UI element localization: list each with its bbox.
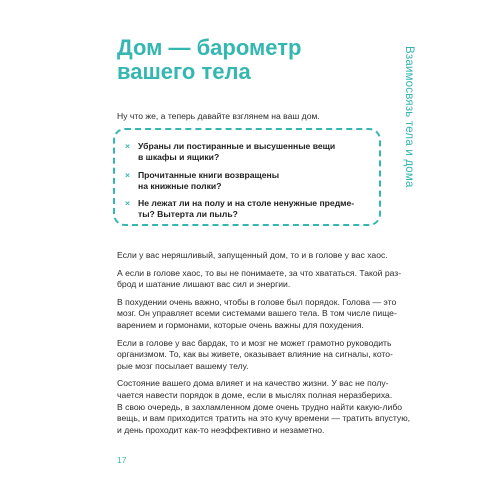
cross-icon: × <box>125 198 131 208</box>
chapter-side-label: Взаимосвязь тела и дома <box>403 46 415 188</box>
paragraph <box>117 267 402 291</box>
paragraph-line: мозг. Он управляет всеми системами вашего тела. В том числе пище- <box>117 308 397 319</box>
paragraph <box>117 250 397 262</box>
paragraph-line: рые мозг посылает вашему телу. <box>117 360 249 371</box>
question-line: на книжные полки? <box>138 181 222 191</box>
page-title <box>117 36 301 84</box>
paragraph-line: А если в голове хаос, то вы не понимаете, за что хвататься. Такой раз- <box>117 267 402 278</box>
paragraph-line: варением и гормонами, которые очень важны для похудения. <box>117 319 364 330</box>
paragraph-line: организмом. То, как вы живете, оказывает влияние на сигналы, кото- <box>117 349 393 360</box>
paragraph <box>117 378 411 436</box>
paragraph-line: брод и шатание лишают вас сил и энергии. <box>117 279 291 290</box>
question-line: Не лежат ли на полу и на столе ненужные предме- <box>138 198 355 208</box>
question-line: в шкафы и ящики? <box>138 152 220 162</box>
question-item <box>125 170 279 192</box>
paragraph-line: и день проходит как-то неэффективно и незаметно. <box>117 424 325 435</box>
paragraph-line: Состояние вашего дома влияет и на качество жизни. У вас не полу- <box>117 378 389 389</box>
question-line: ты? Вытерта ли пыль? <box>138 209 238 219</box>
question-box <box>113 128 381 226</box>
paragraph-line: Если в голове у вас бардак, то и мозг не может грамотно руководить <box>117 337 392 348</box>
intro-text: Ну что же, а теперь давайте взглянем на ваш дом. <box>117 111 320 121</box>
question-item <box>125 141 335 163</box>
page-number: 17 <box>117 455 127 465</box>
question-line: Прочитанные книги возвращены <box>138 170 280 180</box>
cross-icon: × <box>125 141 131 151</box>
cross-icon: × <box>125 170 131 180</box>
paragraph-line: В похудении очень важно, чтобы в голове был порядок. Голова — это <box>117 296 397 307</box>
body-text <box>117 250 411 442</box>
paragraph-line: Если у вас неряшливый, запущенный дом, то и в голове у вас хаос. <box>117 250 388 260</box>
paragraph-line: чается навести порядок в доме, если в мыслях полная неразбериха. <box>117 389 393 400</box>
paragraph-line: вещь, и вам приходится тратить на это кучу времени — тратить впустую, <box>117 413 411 424</box>
paragraph <box>117 297 397 332</box>
paragraph <box>117 338 397 373</box>
question-line: Убраны ли постиранные и высушенные вещи <box>138 141 336 151</box>
page-title-line-2: вашего тела <box>117 59 251 84</box>
question-item <box>125 198 354 220</box>
paragraph-line: В свою очередь, в захламленном доме очень трудно найти какую-либо <box>117 401 403 412</box>
page-title-line-1: Дом — барометр <box>117 35 302 60</box>
